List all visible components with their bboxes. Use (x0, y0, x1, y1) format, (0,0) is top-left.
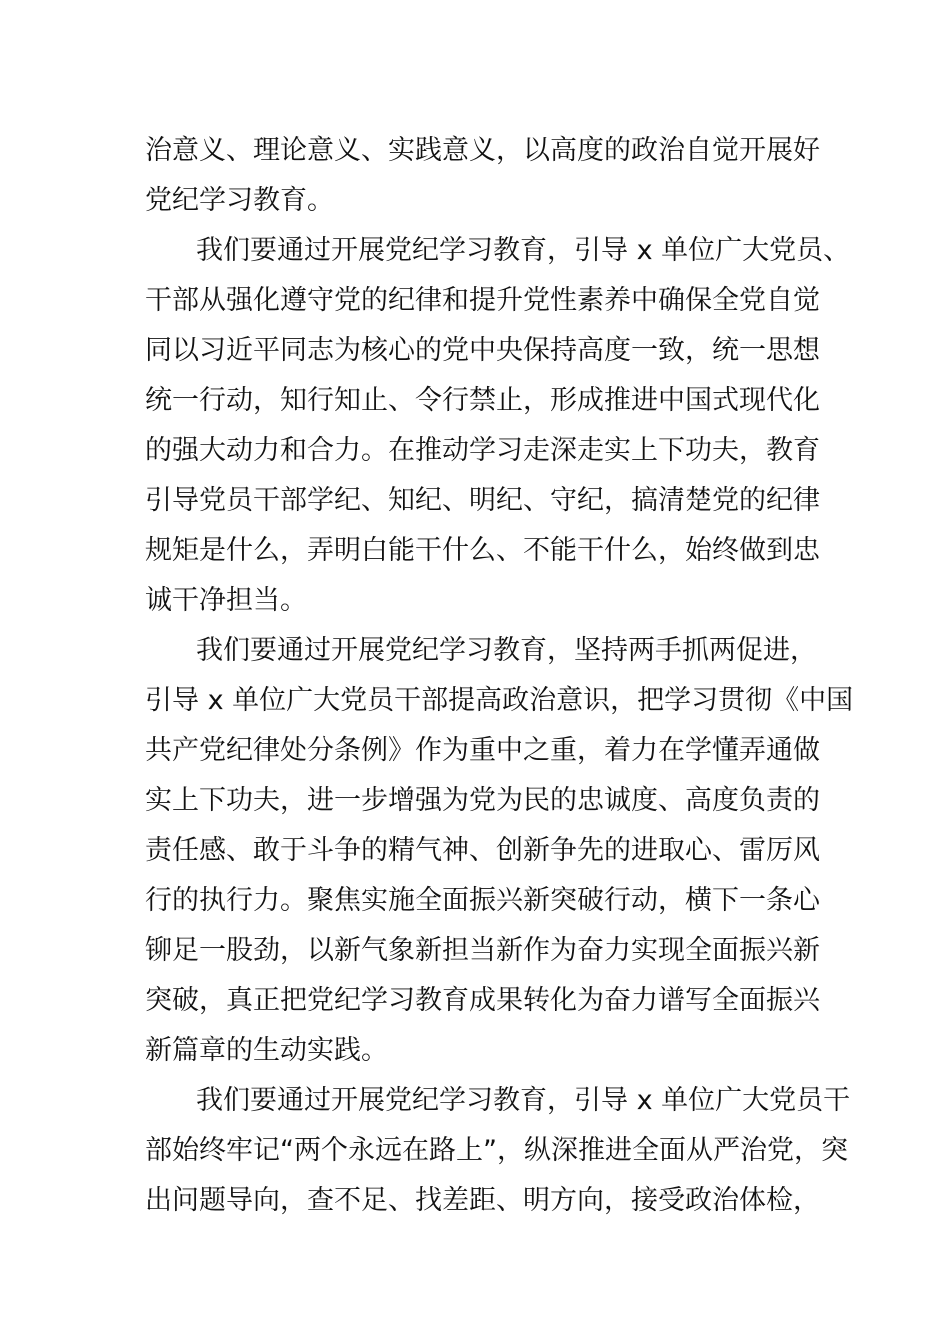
text-line-21: 部始终牢记“两个永远在路上”，纵深推进全面从严治党，突 (145, 1135, 848, 1166)
text-line-11: 我们要通过开展党纪学习教育，坚持两手抓两促进， (196, 635, 817, 666)
text-line-4: 干部从强化遵守党的纪律和提升党性素养中确保全党自觉 (145, 285, 820, 316)
text-line-10: 诚干净担当。 (145, 585, 307, 616)
text-line-7: 的强大动力和合力。在推动学习走深走实上下功夫，教育 (145, 435, 820, 466)
text-line-18: 突破，真正把党纪学习教育成果转化为奋力谱写全面振兴 (145, 985, 820, 1016)
text-line-15: 责任感、敢于斗争的精气神、创新争先的进取心、雷厉风 (145, 835, 820, 866)
text-line-3: 我们要通过开展党纪学习教育，引导 x 单位广大党员、 (196, 235, 851, 266)
text-line-14: 实上下功夫，进一步增强为党为民的忠诚度、高度负责的 (145, 785, 820, 816)
text-line-9: 规矩是什么，弄明白能干什么、不能干什么，始终做到忠 (145, 535, 820, 566)
text-line-22: 出问题导向，查不足、找差距、明方向，接受政治体检， (145, 1185, 820, 1216)
text-line-12: 引导 x 单位广大党员干部提高政治意识，把学习贯彻《中国 (145, 685, 854, 716)
text-line-1: 治意义、理论意义、实践意义，以高度的政治自觉开展好 (145, 135, 820, 166)
text-line-6: 统一行动，知行知止、令行禁止，形成推进中国式现代化 (145, 385, 820, 416)
text-line-20: 我们要通过开展党纪学习教育，引导 x 单位广大党员干 (196, 1085, 851, 1116)
text-line-16: 行的执行力。聚焦实施全面振兴新突破行动，横下一条心 (145, 885, 820, 916)
text-line-2: 党纪学习教育。 (145, 185, 334, 216)
text-line-8: 引导党员干部学纪、知纪、明纪、守纪，搞清楚党的纪律 (145, 485, 820, 516)
text-line-5: 同以习近平同志为核心的党中央保持高度一致，统一思想 (145, 335, 820, 366)
text-line-17: 铆足一股劲，以新气象新担当新作为奋力实现全面振兴新 (145, 935, 820, 966)
text-line-19: 新篇章的生动实践。 (145, 1035, 388, 1066)
text-line-13: 共产党纪律处分条例》作为重中之重，着力在学懂弄通做 (145, 735, 820, 766)
